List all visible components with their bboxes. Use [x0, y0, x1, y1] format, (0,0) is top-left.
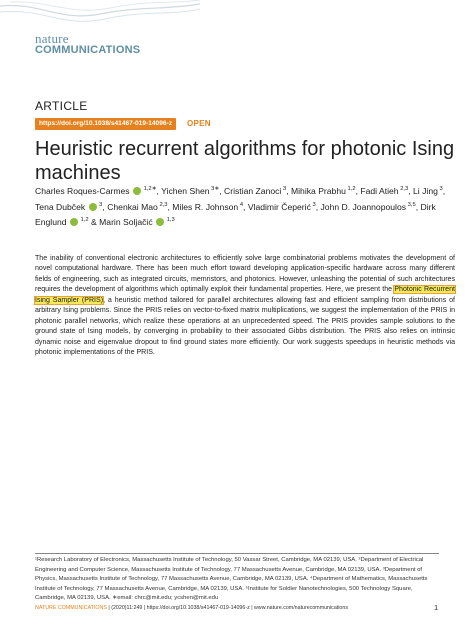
footer-citation: | (2020)11:249 | https://doi.org/10.1038/s41467-019-14096-z | www.nature.com/naturecommunications — [106, 605, 348, 611]
author-affiliation-marker: 3∗ — [209, 186, 220, 192]
author-name[interactable]: John D. Joannopoulos — [320, 201, 407, 212]
author-separator: , — [243, 201, 248, 212]
orcid-icon[interactable] — [156, 218, 164, 226]
author-separator: , — [315, 201, 321, 212]
journal-logo-nature: nature — [35, 31, 69, 46]
article-type-label: ARTICLE — [35, 99, 88, 113]
author-separator: , — [415, 201, 421, 212]
journal-logo-communications: COMMUNICATIONS — [35, 44, 141, 56]
author-affiliation-marker: 1,2 — [345, 186, 356, 192]
footnote-divider — [35, 553, 439, 554]
orcid-icon[interactable] — [70, 218, 78, 226]
author-affiliation-marker: 1,2∗ — [141, 186, 157, 192]
author-name[interactable]: Li Jing — [413, 185, 438, 196]
affiliations-footnote: ¹Research Laboratory of Electronics, Massachusetts Institute of Technology, 50 Vassar Street, Cambridge, MA 02139, USA. ²Department of Electrical Engineering and Computer Science, Massachusetts Institute of Technology, 77 Massachusetts Avenue, Cambridge, MA 02139, USA. ³Department of Physics, Massachusetts Institute of Technology, 77 Massachusetts Avenue, Cambridge, MA 02139, USA. ⁴Department of Mathematics, Massachusetts Institute of Technology, 77 Massachusetts Avenue, Cambridge, MA 02139, USA. ⁵Institute for Soldier Nanotechnologies, 500 Technology Square, Cambridge, MA 02139, USA. ∗email: chrc@mit.edu; ycshen@mit.edu — [35, 557, 428, 602]
author-name[interactable]: Yichen Shen — [161, 185, 210, 196]
orcid-icon[interactable] — [133, 187, 141, 195]
author-name[interactable]: Marin Soljačić — [99, 217, 153, 228]
author-affiliation-marker: 3 — [281, 186, 287, 192]
page-footer — [35, 605, 348, 611]
author-separator: , — [442, 185, 446, 196]
paper-title: Heuristic recurrent algorithms for photonic Ising machines — [35, 138, 455, 184]
author-separator: , — [102, 201, 108, 212]
author-name[interactable]: Mihika Prabhu — [290, 185, 346, 196]
author-name[interactable]: Cristian Zanoci — [224, 185, 282, 196]
author-affiliation-marker: 3 — [310, 201, 316, 208]
author-name[interactable]: Fadi Atieh — [360, 185, 399, 196]
author-affiliation-marker: 1,2 — [78, 217, 89, 224]
author-separator: & — [88, 217, 100, 228]
author-list — [35, 183, 455, 230]
author-name[interactable]: Charles Roques-Carmes — [35, 185, 130, 196]
open-access-label: OPEN — [187, 119, 211, 128]
orcid-icon[interactable] — [89, 203, 97, 211]
author-separator: , — [355, 185, 361, 196]
journal-logo-wave — [0, 0, 200, 40]
page-number: 1 — [434, 603, 439, 612]
author-affiliation-marker: 3 — [437, 186, 443, 192]
author-affiliation-marker: 2,3 — [398, 186, 409, 192]
abstract-text-end: , a heuristic method tailored for parallel architectures allowing fast and efficient sampling from distributions of arbitrary Ising problems. Since the PRIS relies on vector-to-fixed matrix multiplications, we suggest the implementation of the PRIS in photonic parallel networks, which realize these operations at an unprecedented speed. The PRIS provides sample solutions to the ground state of Ising models, by converging in probability to their associated Gibbs distribution. The PRIS also relies on intrinsic dynamic noise and eigenvalue dropout to find ground states more efficiently. Our work suggests speedups in heuristic methods via photonic implementations of the PRIS. — [35, 296, 455, 357]
author-separator: , — [219, 185, 225, 196]
abstract — [35, 254, 455, 359]
author-separator: , — [167, 201, 173, 212]
author-affiliation-marker: 1,3 — [165, 217, 175, 224]
author-name[interactable]: Chenkai Mao — [107, 201, 158, 212]
abstract-highlight: Photonic Recurrent Ising Sampler (PRIS) — [35, 286, 455, 304]
author-name[interactable]: Vladimir Čeperić — [247, 201, 311, 212]
author-affiliation-marker: 4 — [238, 201, 244, 208]
author-separator: , — [408, 185, 414, 196]
author-name[interactable]: Dirk Englund — [35, 201, 436, 228]
author-separator: , — [286, 185, 291, 196]
abstract-text-start: The inability of conventional electronic architectures to efficiently solve large combinatorial problems motivates the development of novel computational hardware. There has been much effort toward developing application-specific hardware across many different fields of engineering, such as integrated circuits, memristors, and photonics. However, unleashing the potential of such architectures requires the development of algorithms which optimally exploit their fundamental properties. Here, we present the — [35, 255, 455, 294]
author-separator: , — [156, 185, 162, 196]
footer-journal-name: NATURE COMMUNICATIONS — [35, 605, 107, 611]
author-name[interactable]: Tena Dubček — [35, 201, 86, 212]
author-affiliation-marker: 3 — [97, 201, 103, 208]
author-name[interactable]: Miles R. Johnson — [172, 201, 239, 212]
author-affiliation-marker: 2,3 — [157, 201, 168, 208]
author-affiliation-marker: 3,5 — [406, 201, 416, 208]
doi-link[interactable]: https://doi.org/10.1038/s41467-019-14096-z — [35, 118, 176, 130]
